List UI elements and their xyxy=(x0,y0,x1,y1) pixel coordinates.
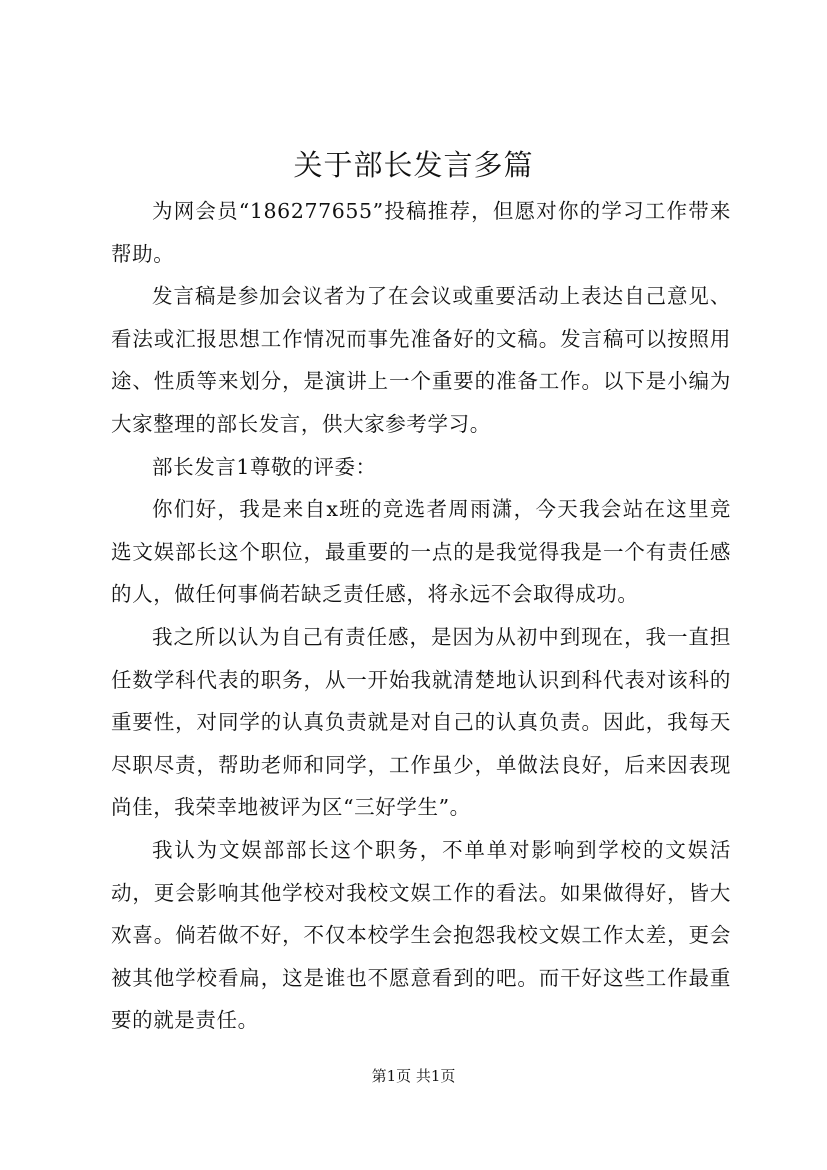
page-number-footer: 第1页 共1页 xyxy=(371,1067,456,1085)
paragraph-conclusion: 我认为文娱部部长这个职务，不单单对影响到学校的文娱活动，更会影响其他学校对我校文娱工作的看法。如果做得好，皆大欢喜。倘若做不好，不仅本校学生会抱怨我校文娱工作太差，更会被其他学校看扁，这是谁也不愿意看到的吧。而干好这些工作最重要的就是责任。 xyxy=(111,837,731,1033)
paragraph-definition: 发言稿是参加会议者为了在会议或重要活动上表达自己意见、看法或汇报思想工作情况而事先准备好的文稿。发言稿可以按照用途、性质等来划分，是演讲上一个重要的准备工作。以下是小编为大家整理的部长发言，供大家参考学习。 xyxy=(111,284,731,436)
paragraph-speech-heading: 部长发言1尊敬的评委： xyxy=(152,454,377,479)
document-body xyxy=(111,190,731,1042)
paragraph-responsibility: 我之所以认为自己有责任感，是因为从初中到现在，我一直担任数学科代表的职务，从一开始我就清楚地认识到科代表对该科的重要性，对同学的认真负责就是对自己的认真负责。因此，我每天尽职尽责，帮助老师和同学，工作虽少，单做法良好，后来因表现尚佳，我荣幸地被评为区“三好学生”。 xyxy=(111,624,731,820)
document-title: 关于部长发言多篇 xyxy=(293,148,534,182)
paragraph-intro: 为网会员“186277655”投稿推荐，但愿对你的学习工作带来帮助。 xyxy=(111,199,731,266)
paragraph-greeting: 你们好，我是来自x班的竞选者周雨潇，今天我会站在这里竞选文娱部长这个职位，最重要的一点的是我觉得我是一个有责任感的人，做任何事倘若缺乏责任感，将永远不会取得成功。 xyxy=(111,497,731,607)
